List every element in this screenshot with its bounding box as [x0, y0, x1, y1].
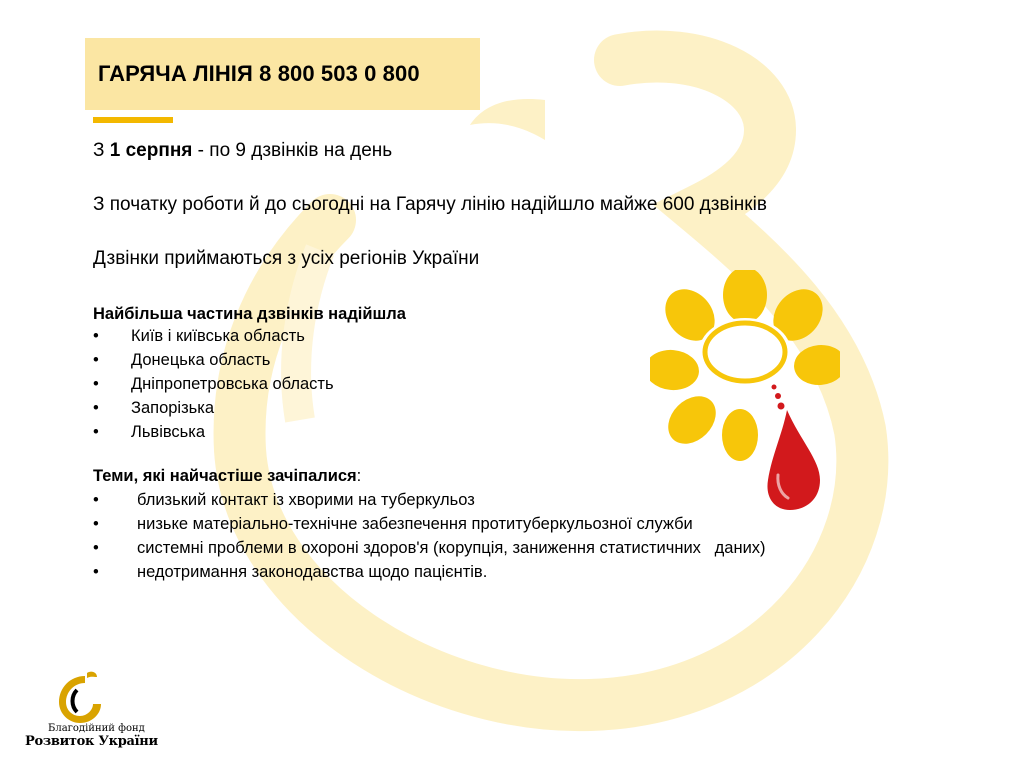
list-item [93, 348, 973, 372]
list-item [93, 512, 973, 536]
blood-drop [767, 410, 820, 510]
bullet: • [93, 351, 99, 369]
paragraph-total-calls: З початку роботи й до сьогодні на Гарячу лінію надійшло майже 600 дзвінків [93, 194, 767, 215]
list-item-text: недотримання законодавства щодо пацієнтів. [137, 563, 488, 581]
list-item [93, 372, 973, 396]
bullet: • [93, 423, 99, 441]
bullet: • [93, 327, 99, 345]
list-item-text: Київ і київська область [131, 327, 305, 345]
bullet: • [93, 491, 99, 509]
logo-name: Розвиток України [25, 734, 158, 749]
list-item [93, 560, 973, 584]
bullet: • [93, 539, 99, 557]
bullet: • [93, 375, 99, 393]
paragraph-suffix: - по 9 дзвінків на день [192, 140, 393, 161]
bullet: • [93, 399, 99, 417]
flower-blood-drop-illustration [650, 270, 840, 520]
slide-content [93, 139, 973, 584]
regions-heading: Найбільша частина дзвінків надійшла [93, 305, 406, 323]
page-title: ГАРЯЧА ЛІНІЯ 8 800 503 0 800 [98, 61, 420, 86]
topics-heading-text: Теми, які найчастіше зачіпалися [93, 467, 357, 485]
list-item-text: Львівська [131, 423, 206, 441]
bullet: • [93, 515, 99, 533]
topics-heading-colon: : [356, 467, 362, 485]
list-item-text: Запорізька [131, 399, 215, 417]
list-item [93, 396, 973, 420]
list-item-text: системні проблеми в охороні здоров'я (корупція, заниження статистичних даних) [137, 539, 766, 557]
list-item [93, 324, 973, 348]
list-item [93, 488, 973, 512]
paragraph-regions: Дзвінки приймаються з усіх регіонів України [93, 248, 480, 269]
list-item-text: близький контакт із хворими на туберкульоз [137, 491, 475, 509]
paragraph-start-date [93, 139, 973, 163]
list-item-text: Донецька область [131, 351, 271, 369]
list-item [93, 536, 973, 560]
logo-caption: Благодійний фонд [48, 723, 145, 734]
regions-list [93, 324, 973, 444]
title-underline [93, 117, 173, 123]
flower-center [699, 318, 791, 386]
bullet: • [93, 563, 99, 581]
paragraph-bold-date: 1 серпня [109, 140, 193, 161]
paragraph-prefix: З [93, 140, 110, 161]
list-item-text: Дніпропетровська область [131, 375, 334, 393]
topics-list [93, 488, 973, 584]
topics-heading [93, 464, 973, 488]
list-item [93, 420, 973, 444]
list-item-text: низьке матеріально-технічне забезпечення протитуберкульозної служби [137, 515, 693, 533]
title-banner [85, 38, 480, 110]
